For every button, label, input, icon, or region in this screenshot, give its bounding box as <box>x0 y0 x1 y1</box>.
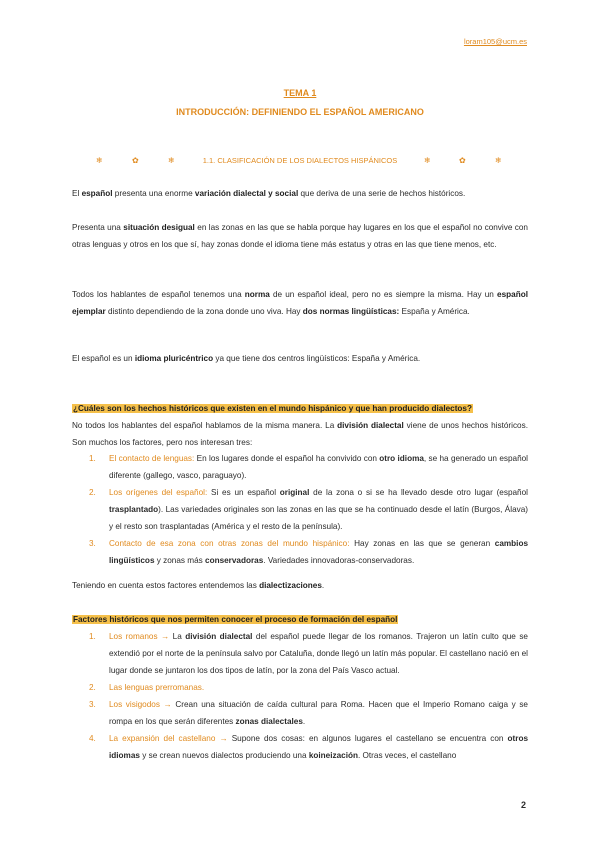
list-item: 2. Los orígenes del español: Si es un español original de la zona o si se ha llevado desde otro lugar (español trasplantado). Las variedades originales son las zonas en las que se ha continuado desde el latín (Burgos, Álava) y el resto son trasplantadas (América y el resto de la península). <box>89 488 528 531</box>
snowflake-icon: ❄ <box>495 156 502 165</box>
list-item: 2. Las lenguas prerromanas. <box>89 683 205 692</box>
highlighted-question: ¿Cuáles son los hechos históricos que existen en el mundo hispánico y que han producido dialectos? <box>73 404 472 413</box>
page-number: 2 <box>520 800 526 810</box>
historical-factors-list <box>72 628 528 764</box>
list-item: 1. Los romanos → La división dialectal del español puede llegar de los romanos. Trajeron un latín culto que se extendió por el norte de la península salvo por Cataluña, donde llegó un latín más popular. El castellano nació en el lugar donde se juntaron los dos tipos de latín, por la zona del País Vasco actual. <box>89 632 528 675</box>
paragraph: Teniendo en cuenta estos factores entendemos las dialectizaciones. <box>72 581 325 590</box>
list-item: 3. Contacto de esa zona con otras zonas del mundo hispánico: Hay zonas en las que se generan cambios lingüísticos y zonas más conservadoras. Variedades innovadoras-conservadoras. <box>89 539 528 565</box>
flower-icon: ✿ <box>132 156 139 165</box>
paragraph: Todos los hablantes de español tenemos una norma de un español ideal, pero no es siempre la misma. Hay un español ejemplar distinto dependiendo de la zona donde uno viva. Hay dos normas lingüísticas: España y América. <box>72 290 528 316</box>
list-item: 4. La expansión del castellano → Supone dos cosas: en algunos lugares el castellano se encuentra con otros idiomas y se crean nuevos dialectos produciendo una koineización. Otras veces, el castellano <box>89 734 528 760</box>
highlighted-heading: Factores históricos que nos permiten conocer el proceso de formación del español <box>73 615 398 624</box>
flower-icon: ✿ <box>459 156 466 165</box>
snowflake-icon: ❄ <box>168 156 175 165</box>
list-item: 3. Los visigodos → Crean una situación de caída cultural para Roma. Hacen que el Imperio Romano caiga y se rompa en los que serán diferentes zonas dialectales. <box>89 700 528 726</box>
paragraph: Presenta una situación desigual en las zonas en las que se habla porque hay lugares en los que el español no convive con otras lenguas y otros en los que sí, hay zonas donde el idioma tiene más estatus y otras en las que tiene menos, etc. <box>72 223 528 249</box>
factors-heading <box>72 611 528 628</box>
snowflake-icon: ❄ <box>96 156 103 165</box>
section-heading: 1.1. CLASIFICACIÓN DE LOS DIALECTOS HISPÁNICOS <box>202 156 398 165</box>
factors-list <box>72 450 528 569</box>
question-block: ¿Cuáles son los hechos históricos que existen en el mundo hispánico y que han producido dialectos? No todos los hablantes del español hablamos de la misma manera. La división dialectal viene de unos hechos históricos. Son muchos los factores, pero nos interesan tres: <box>72 404 528 447</box>
paragraph: El español presenta una enorme variación dialectal y social que deriva de una serie de hechos históricos. <box>72 189 466 198</box>
paragraph: El español es un idioma pluricéntrico ya que tiene dos centros lingüísticos: España y América. <box>72 354 421 363</box>
topic-subtitle: INTRODUCCIÓN: DEFINIENDO EL ESPAÑOL AMERICANO <box>176 107 424 117</box>
snowflake-icon: ❄ <box>424 156 431 165</box>
topic-title: TEMA 1 <box>283 88 317 98</box>
list-item: 1. El contacto de lenguas: En los lugares donde el español ha convivido con otro idioma, se ha generado un español diferente (gallego, vasco, paraguayo). <box>89 454 529 480</box>
author-email[interactable]: loram105@ucm.es <box>463 37 527 46</box>
